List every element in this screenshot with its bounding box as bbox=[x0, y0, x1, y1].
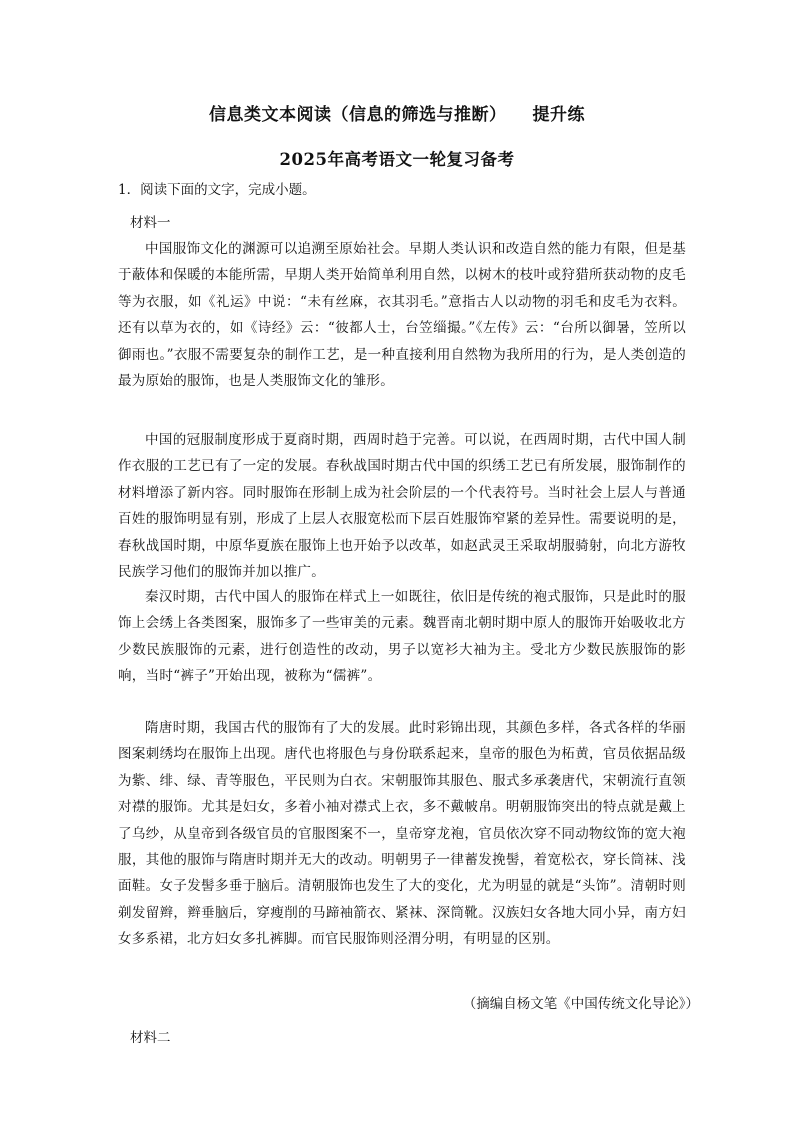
paragraph-1: 中国服饰文化的渊源可以追溯至原始社会。早期人类认识和改造自然的能力有限，但是基于蔽体和保暖的本能所需，早期人类开始简单利用自然，以树木的枝叶或狩猎所获动物的皮毛等为衣服，如《礼运》中说：“未有丝麻，衣其羽毛。”意指古人以动物的羽毛和皮毛为衣料。还有以草为衣的，如《诗经》云：“彼都人士，台笠缁撮。”《左传》云：“台所以御暑，笠所以御雨也。”衣服不需要复杂的制作工艺，是一种直接利用自然物为我所用的行为，是人类创造的最为原始的服饰，也是人类服饰文化的雏形。 bbox=[118, 241, 686, 390]
title-main: 信息类文本阅读（信息的筛选与推断） bbox=[209, 105, 507, 125]
paragraph-4: 隋唐时期，我国古代的服饰有了大的发展。此时彩锦出现，其颜色多样，各式各样的华丽图案刺绣均在服饰上出现。唐代也将服色与身份联系起来，皇帝的服色为柘黄，官员依据品级为紫、绯、绿、青等服色，平民则为白衣。宋朝服饰其服色、服式多承袭唐代，宋朝流行直领对襟的服饰。尤其是妇女，多着小袖对襟式上衣，多不戴帔帛。明朝服饰突出的特点就是戴上了乌纱，从皇帝到各级官员的官服图案不一，皇帝穿龙袍，官员依次穿不同动物纹饰的宽大袍服，其他的服饰与隋唐时期并无大的改动。明朝男子一律蓄发挽髻，着宽松衣，穿长筒袜、浅面鞋。女子发髻多垂于脑后。清朝服饰也发生了大的变化，尤为明显的就是“头饰”。清朝时则剃发留辫，辫垂脑后，穿瘦削的马蹄袖箭衣、紧袜、深筒靴。汉族妇女各地大同小异，南方妇女多系裙，北方妇女多扎裤脚。而官民服饰则泾渭分明，有明显的区别。 bbox=[118, 720, 686, 948]
document-title bbox=[0, 100, 794, 125]
source-citation: （摘编自杨文笔《中国传统文化导论》） bbox=[462, 996, 699, 1012]
title-suffix: 提升练 bbox=[532, 105, 585, 125]
paragraph-3: 秦汉时期，古代中国人的服饰在样式上一如既往，依旧是传统的袍式服饰，只是此时的服饰上会绣上各类图案，服饰多了一些审美的元素。魏晋南北朝时期中原人的服饰开始吸收北方少数民族服饰的元素，进行创造性的改动，男子以宽衫大袖为主。受北方少数民族服饰的影响，当时“裤子”开始出现，被称为“儒裤”。 bbox=[118, 589, 686, 685]
paragraph-2: 中国的冠服制度形成于夏商时期，西周时趋于完善。可以说，在西周时期，古代中国人制作衣服的工艺已有了一定的发展。春秋战国时期古代中国的织绣工艺已有所发展，服饰制作的材料增添了新内容。同时服饰在形制上成为社会阶层的一个代表符号。当时社会上层人与普通百姓的服饰明显有别，形成了上层人衣服宽松而下层百姓服饰窄紧的差异性。需要说明的是，春秋战国时期，中原华夏族在服饰上也开始予以改革，如赵武灵王采取胡服骑射，向北方游牧民族学习他们的服饰并加以推广。 bbox=[118, 432, 686, 581]
question-intro: 1．阅读下面的文字，完成小题。 bbox=[118, 182, 316, 198]
material-1-label: 材料一 bbox=[130, 215, 171, 231]
document-subtitle: 2025年高考语文一轮复习备考 bbox=[279, 150, 515, 169]
material-2-label: 材料二 bbox=[130, 1030, 171, 1046]
